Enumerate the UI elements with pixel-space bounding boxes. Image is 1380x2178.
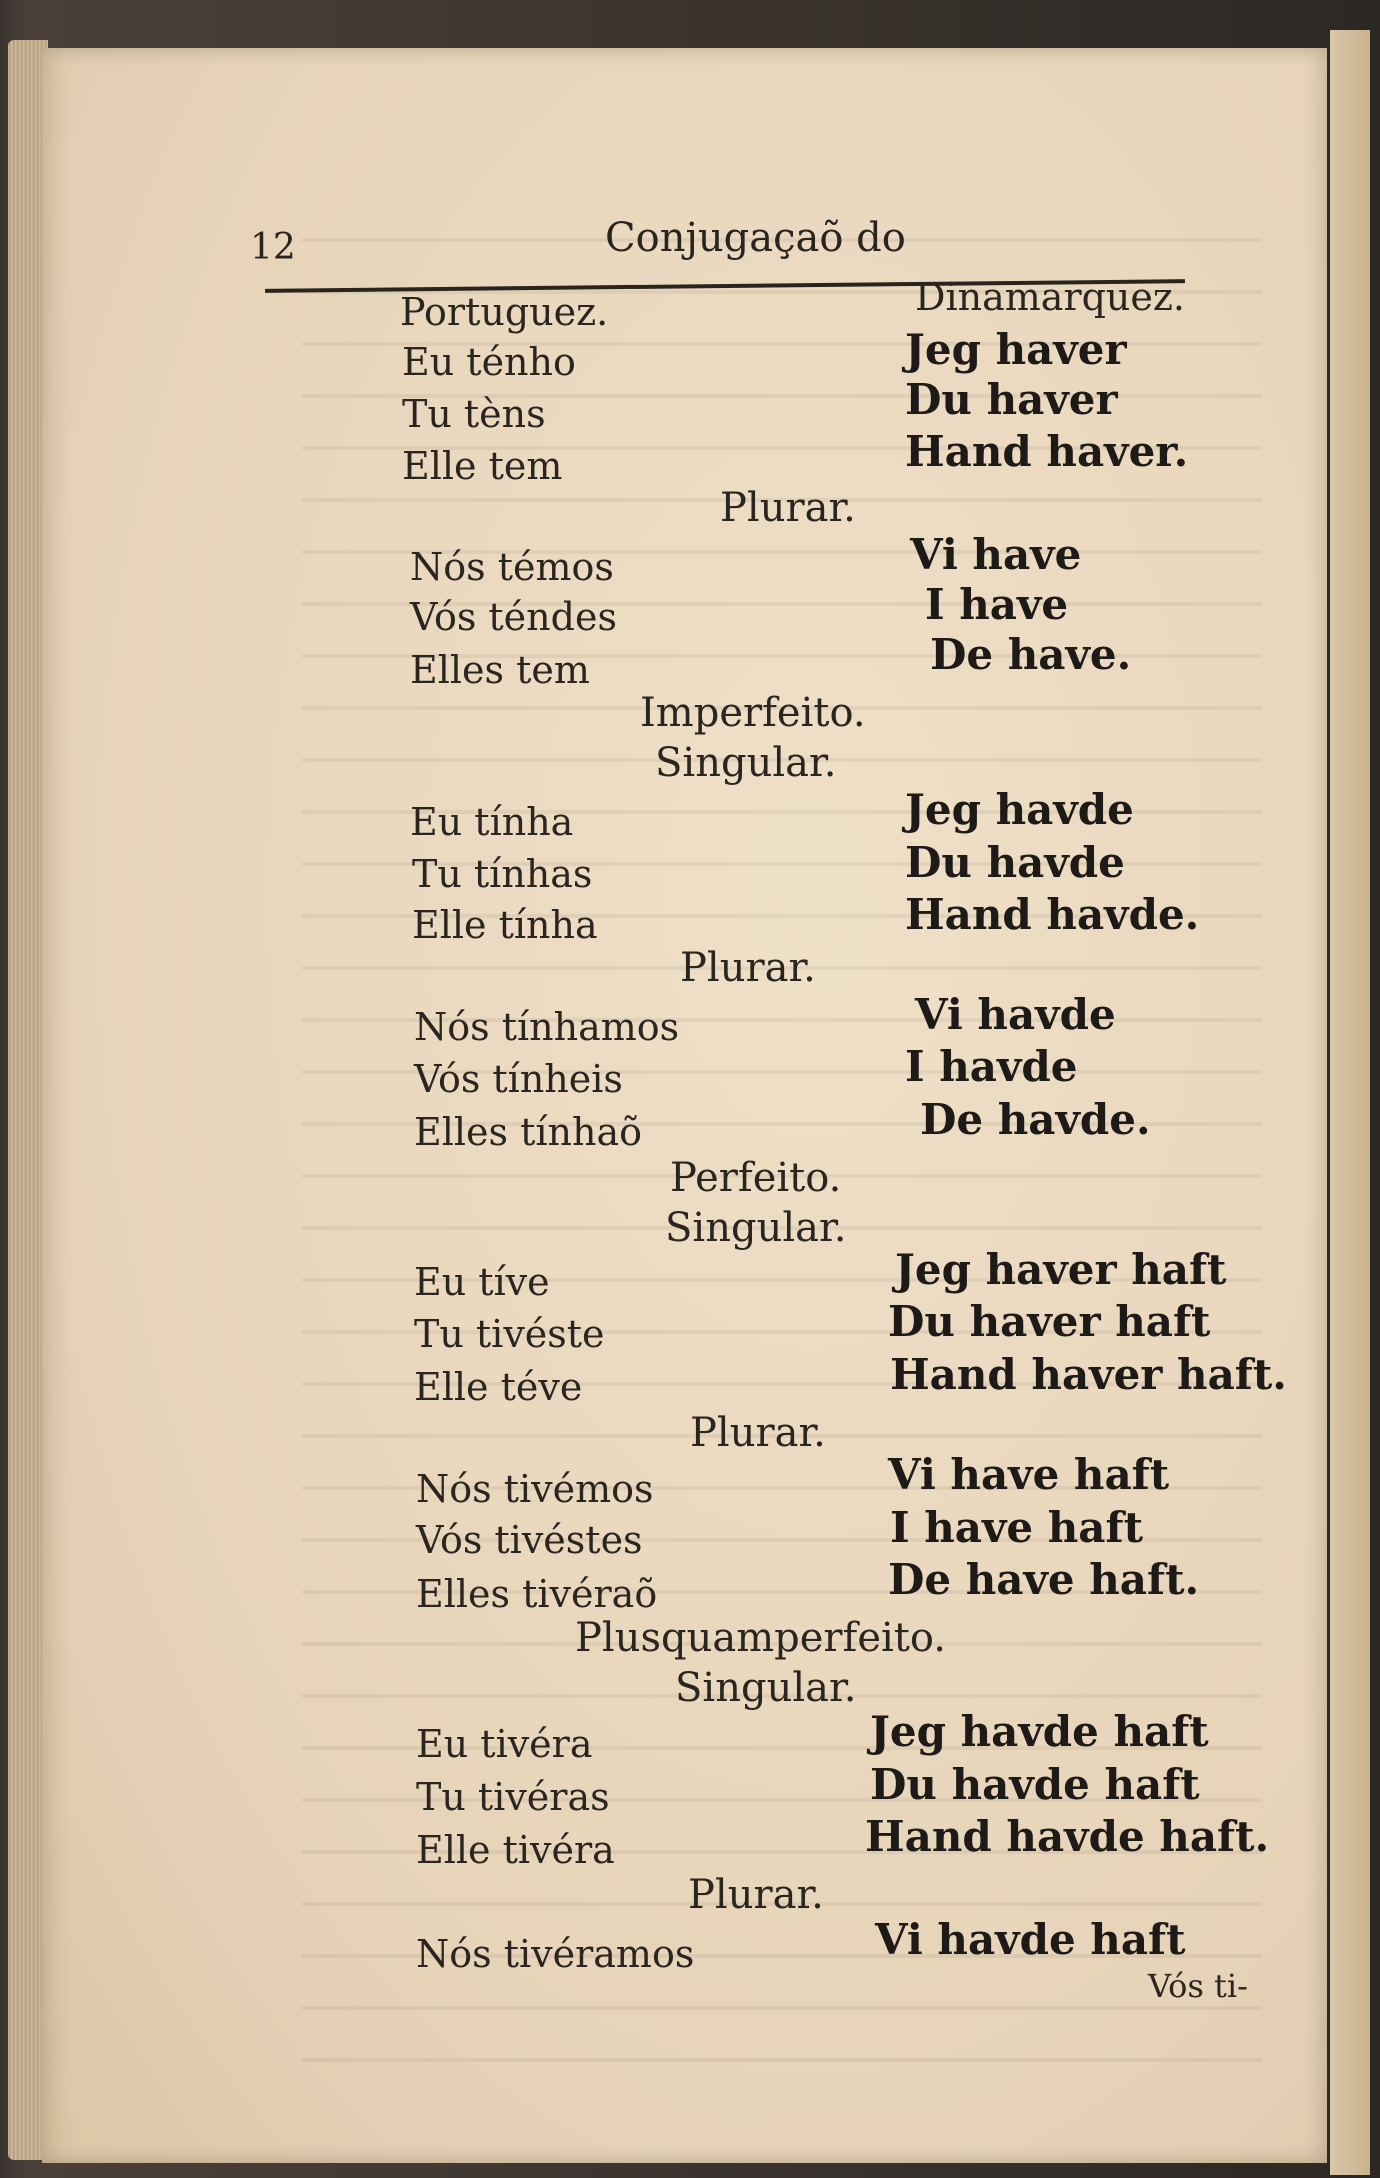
dk-line: I have haft xyxy=(890,1503,1143,1552)
next-page-sliver xyxy=(1330,30,1370,2175)
dk-line: Jeg havde xyxy=(905,785,1134,834)
pt-line: Vós tínheis xyxy=(414,1057,623,1101)
dk-line: De have. xyxy=(930,630,1132,679)
dk-line: I havde xyxy=(905,1042,1078,1091)
page-number: 12 xyxy=(250,227,296,268)
section-label-singular: Singular. xyxy=(675,1665,857,1711)
dk-line: Jeg haver haft xyxy=(895,1245,1227,1294)
dk-line: Hand havde haft. xyxy=(865,1812,1270,1861)
tense-title: Plusquamperfeito. xyxy=(575,1615,946,1661)
pt-line: Tu tínhas xyxy=(412,852,593,896)
pt-line: Elles tínhaõ xyxy=(414,1110,643,1154)
running-title: Conjugaçaõ do xyxy=(605,215,906,261)
dk-line: Du havde xyxy=(905,838,1125,887)
tense-title: Perfeito. xyxy=(670,1155,842,1201)
catchword: Vós ti- xyxy=(1148,1967,1248,2005)
tense-title: Imperfeito. xyxy=(640,690,866,736)
dk-line: Hand haver. xyxy=(905,427,1189,476)
right-column-heading: Dinamarquez. xyxy=(915,275,1185,319)
dk-line: Vi havde haft xyxy=(875,1915,1186,1964)
dk-line: De have haft. xyxy=(888,1555,1200,1604)
dk-line: De havde. xyxy=(920,1095,1151,1144)
dk-line: I have xyxy=(925,580,1069,629)
pt-line: Eu ténho xyxy=(402,340,576,384)
dk-line: Vi have xyxy=(910,530,1082,579)
pt-line: Nós tivéramos xyxy=(416,1932,695,1976)
dk-line: Hand haver haft. xyxy=(890,1350,1287,1399)
pt-line: Elle téve xyxy=(414,1365,583,1409)
pt-line: Eu tíve xyxy=(414,1260,550,1304)
pt-line: Vós téndes xyxy=(410,595,617,639)
pt-line: Elle tínha xyxy=(412,903,598,947)
dk-line: Vi have haft xyxy=(888,1450,1170,1499)
dk-line: Hand havde. xyxy=(905,890,1200,939)
dk-line: Vi havde xyxy=(915,990,1116,1039)
section-label-plural: Plurar. xyxy=(690,1410,826,1456)
pt-line: Tu tivéste xyxy=(414,1312,605,1356)
pt-line: Tu tèns xyxy=(402,392,546,436)
pt-line: Elles tem xyxy=(410,648,590,692)
dk-line: Jeg havde haft xyxy=(870,1707,1209,1756)
section-label-singular: Singular. xyxy=(665,1205,847,1251)
pt-line: Eu tivéra xyxy=(416,1722,593,1766)
section-label-singular: Singular. xyxy=(655,740,837,786)
pt-line: Vós tivéstes xyxy=(416,1518,643,1562)
pt-line: Nós tivémos xyxy=(416,1467,654,1511)
dk-line: Jeg haver xyxy=(905,325,1127,374)
section-label-plural: Plurar. xyxy=(720,485,856,531)
pt-line: Eu tínha xyxy=(410,800,574,844)
pt-line: Tu tivéras xyxy=(416,1775,610,1819)
dk-line: Du havde haft xyxy=(870,1760,1200,1809)
dk-line: Du haver haft xyxy=(888,1297,1211,1346)
section-label-plural: Plurar. xyxy=(680,945,816,991)
pt-line: Nós tínhamos xyxy=(414,1005,680,1049)
pt-line: Elle tivéra xyxy=(416,1828,615,1872)
page-header xyxy=(250,205,1190,275)
pt-line: Nós témos xyxy=(410,545,614,589)
left-column-heading: Portuguez. xyxy=(400,290,609,334)
dk-line: Du haver xyxy=(905,375,1118,424)
pt-line: Elles tivéraõ xyxy=(416,1572,658,1616)
pt-line: Elle tem xyxy=(402,444,563,488)
section-label-plural: Plurar. xyxy=(688,1872,824,1918)
